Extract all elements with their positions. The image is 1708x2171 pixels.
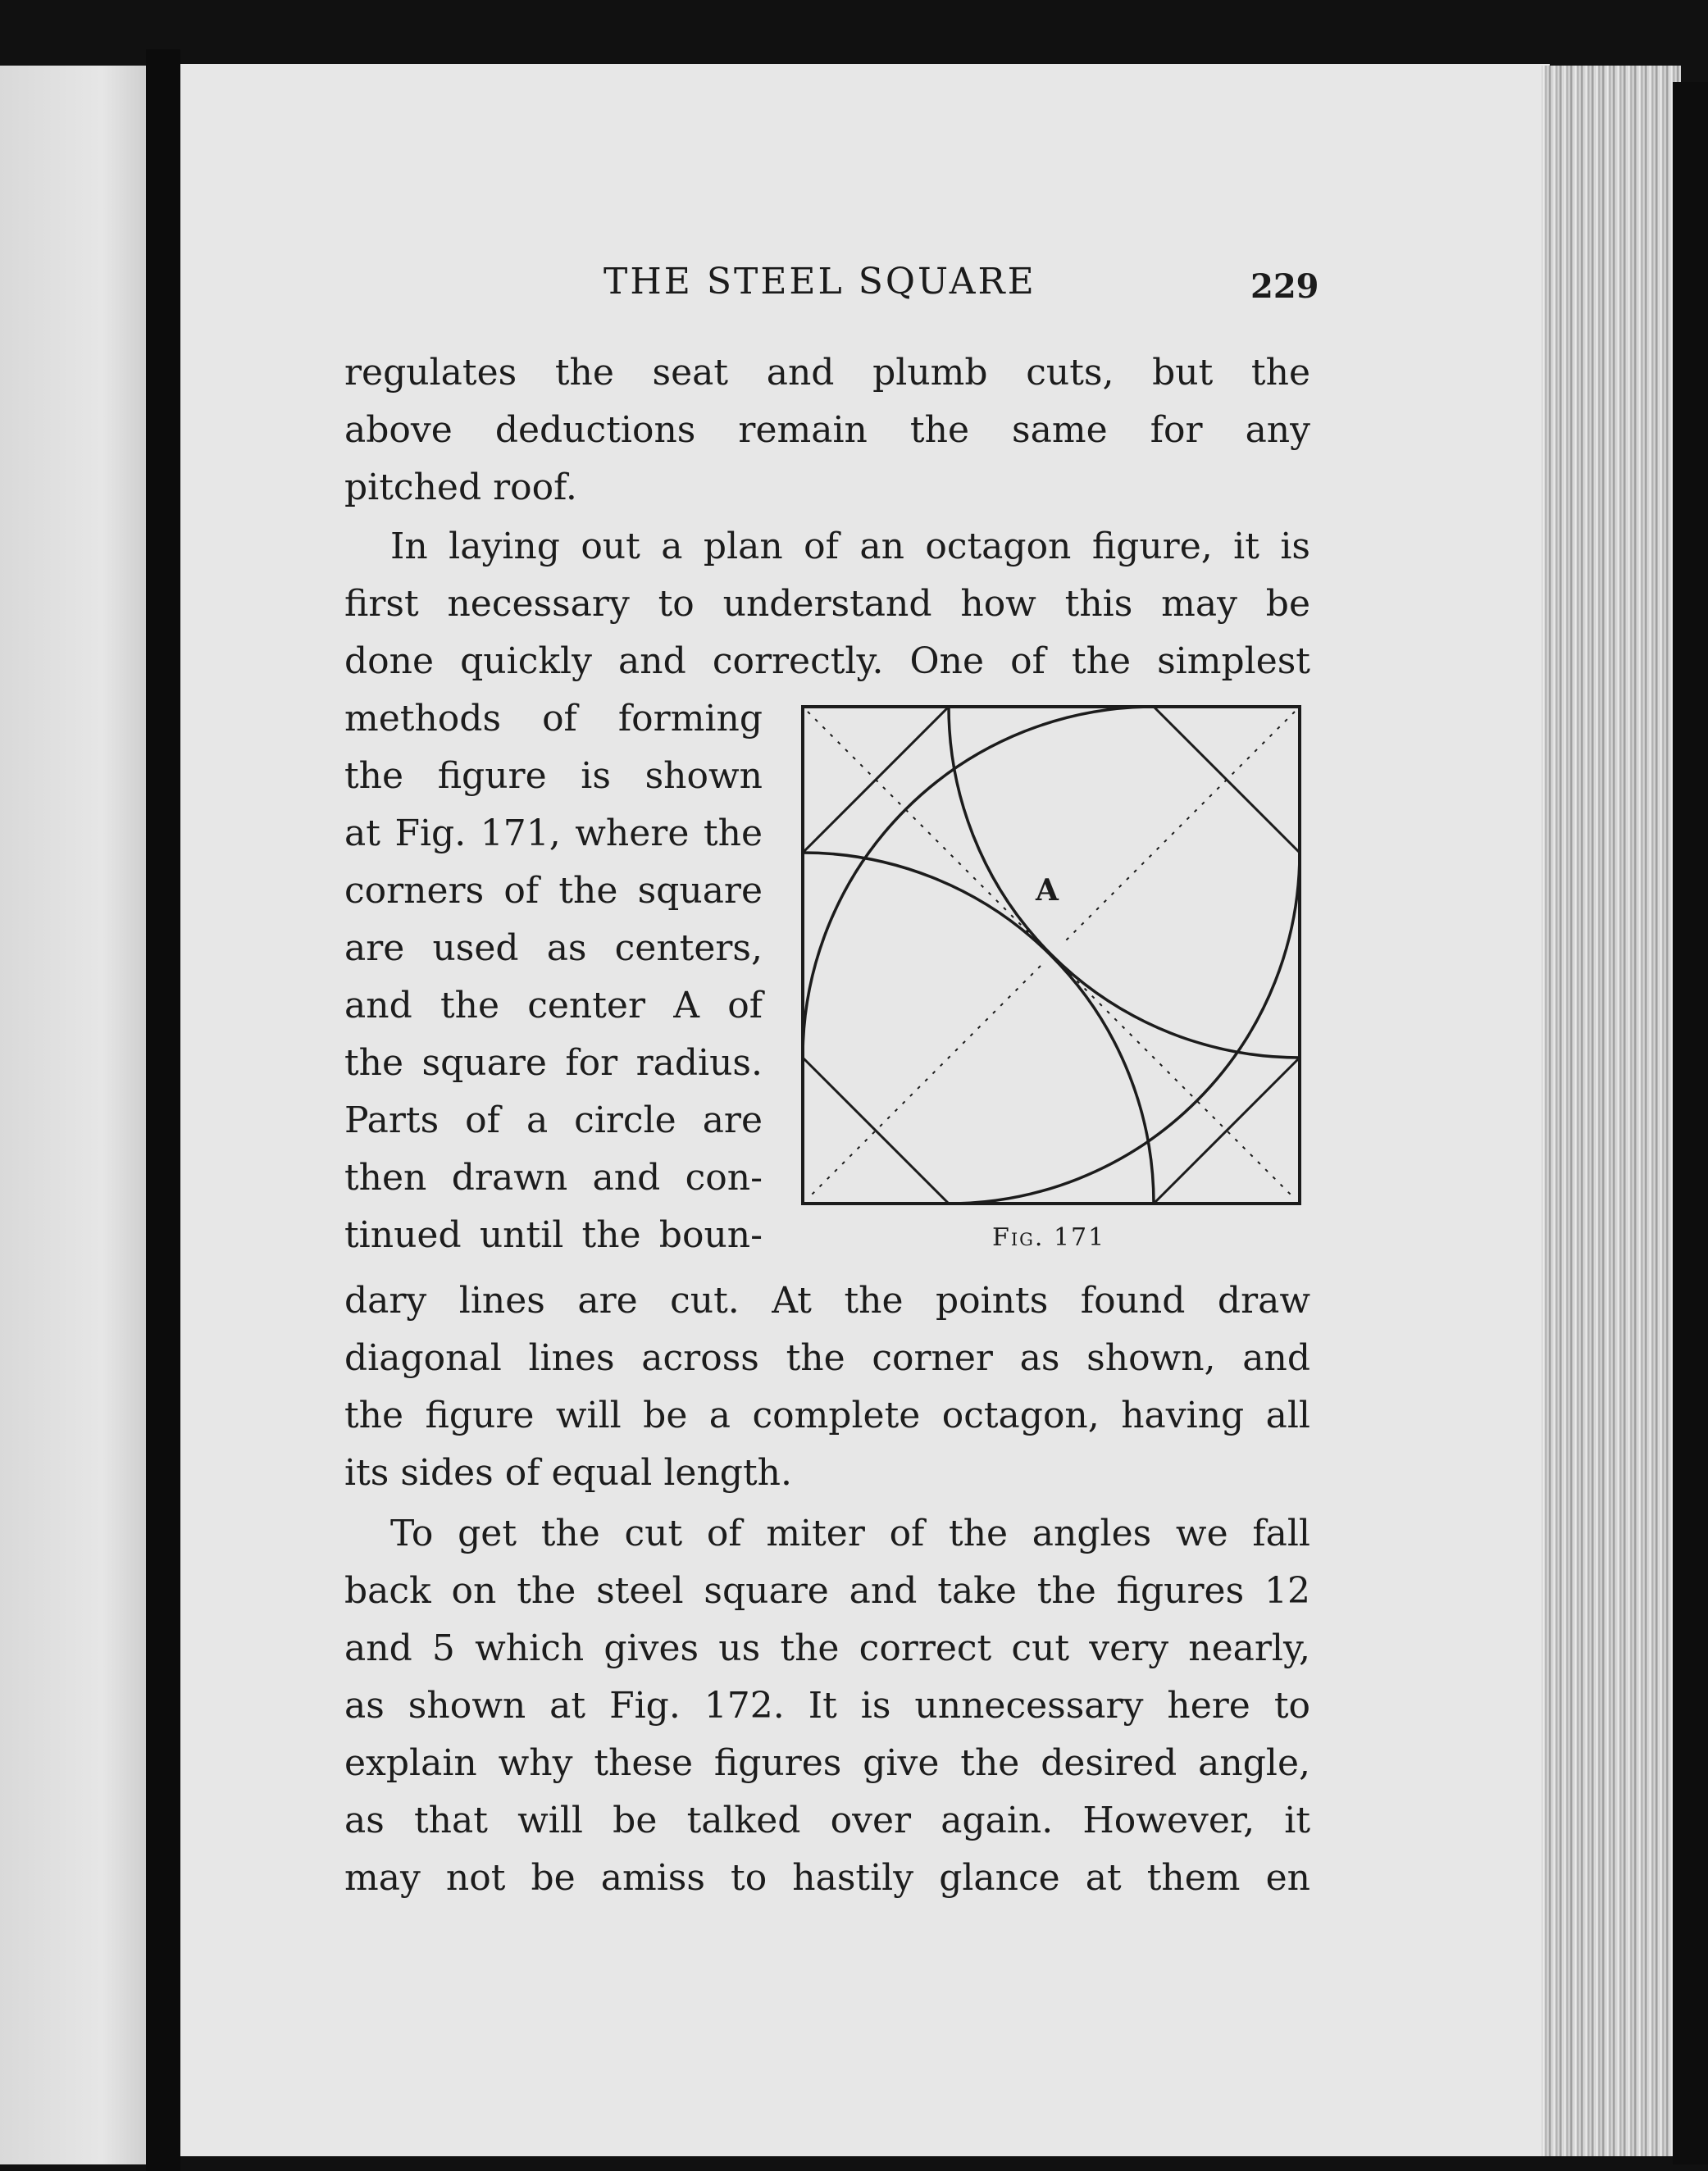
text-line: may not be amiss to hastily glance at them en: [344, 1857, 1310, 1899]
text-line: In laying out a plan of an octagon figure, it is: [390, 526, 1310, 567]
text-line: explain why these figures give the desired angle,: [344, 1742, 1310, 1784]
scan-border: [1673, 82, 1708, 2164]
text-line: pitched roof.: [344, 467, 577, 508]
text-line: the figure is shown: [344, 755, 763, 797]
page-number: 229: [1250, 267, 1319, 306]
text-line: tinued until the boun-: [344, 1214, 763, 1256]
text-line: as that will be talked over again. However, it: [344, 1800, 1310, 1841]
text-line: dary lines are cut. At the points found draw: [344, 1280, 1310, 1322]
text-line: first necessary to understand how this may be: [344, 583, 1310, 625]
figure-caption: Fig. 171: [992, 1223, 1106, 1252]
text-line: the square for radius.: [344, 1042, 763, 1084]
text-line: the figure will be a complete octagon, having all: [344, 1395, 1310, 1436]
book-spine: [146, 49, 180, 2171]
diagonal-line: [1062, 712, 1295, 944]
left-page-edge: [0, 66, 146, 2164]
text-line: back on the steel square and take the figures 12: [344, 1570, 1310, 1612]
text-line: as shown at Fig. 172. It is unnecessary here to: [344, 1685, 1310, 1727]
diagonal-line: [808, 712, 1045, 949]
text-line: above deductions remain the same for any: [344, 409, 1310, 451]
page-fore-edge: [1542, 66, 1681, 2156]
text-line: are used as centers,: [344, 927, 763, 969]
text-line: To get the cut of miter of the angles we fall: [390, 1513, 1310, 1554]
diagonal-line: [808, 966, 1041, 1199]
text-line: done quickly and correctly. One of the simplest: [344, 640, 1310, 682]
center-label: A: [1036, 873, 1059, 908]
text-line: its sides of equal length.: [344, 1452, 792, 1494]
text-line: diagonal lines across the corner as shown, and: [344, 1337, 1310, 1379]
octagon-figure: [799, 703, 1308, 1212]
running-title: THE STEEL SQUARE: [603, 261, 1036, 303]
text-line: regulates the seat and plumb cuts, but the: [344, 352, 1310, 394]
text-line: and the center A of: [344, 985, 763, 1026]
text-line: corners of the square: [344, 870, 763, 912]
text-line: then drawn and con-: [344, 1157, 763, 1199]
text-line: at Fig. 171, where the: [344, 812, 763, 854]
text-line: Parts of a circle are: [344, 1099, 763, 1141]
diagonal-line: [1062, 966, 1295, 1199]
text-line: and 5 which gives us the correct cut very nearly,: [344, 1627, 1310, 1669]
text-line: methods of forming: [344, 698, 763, 740]
